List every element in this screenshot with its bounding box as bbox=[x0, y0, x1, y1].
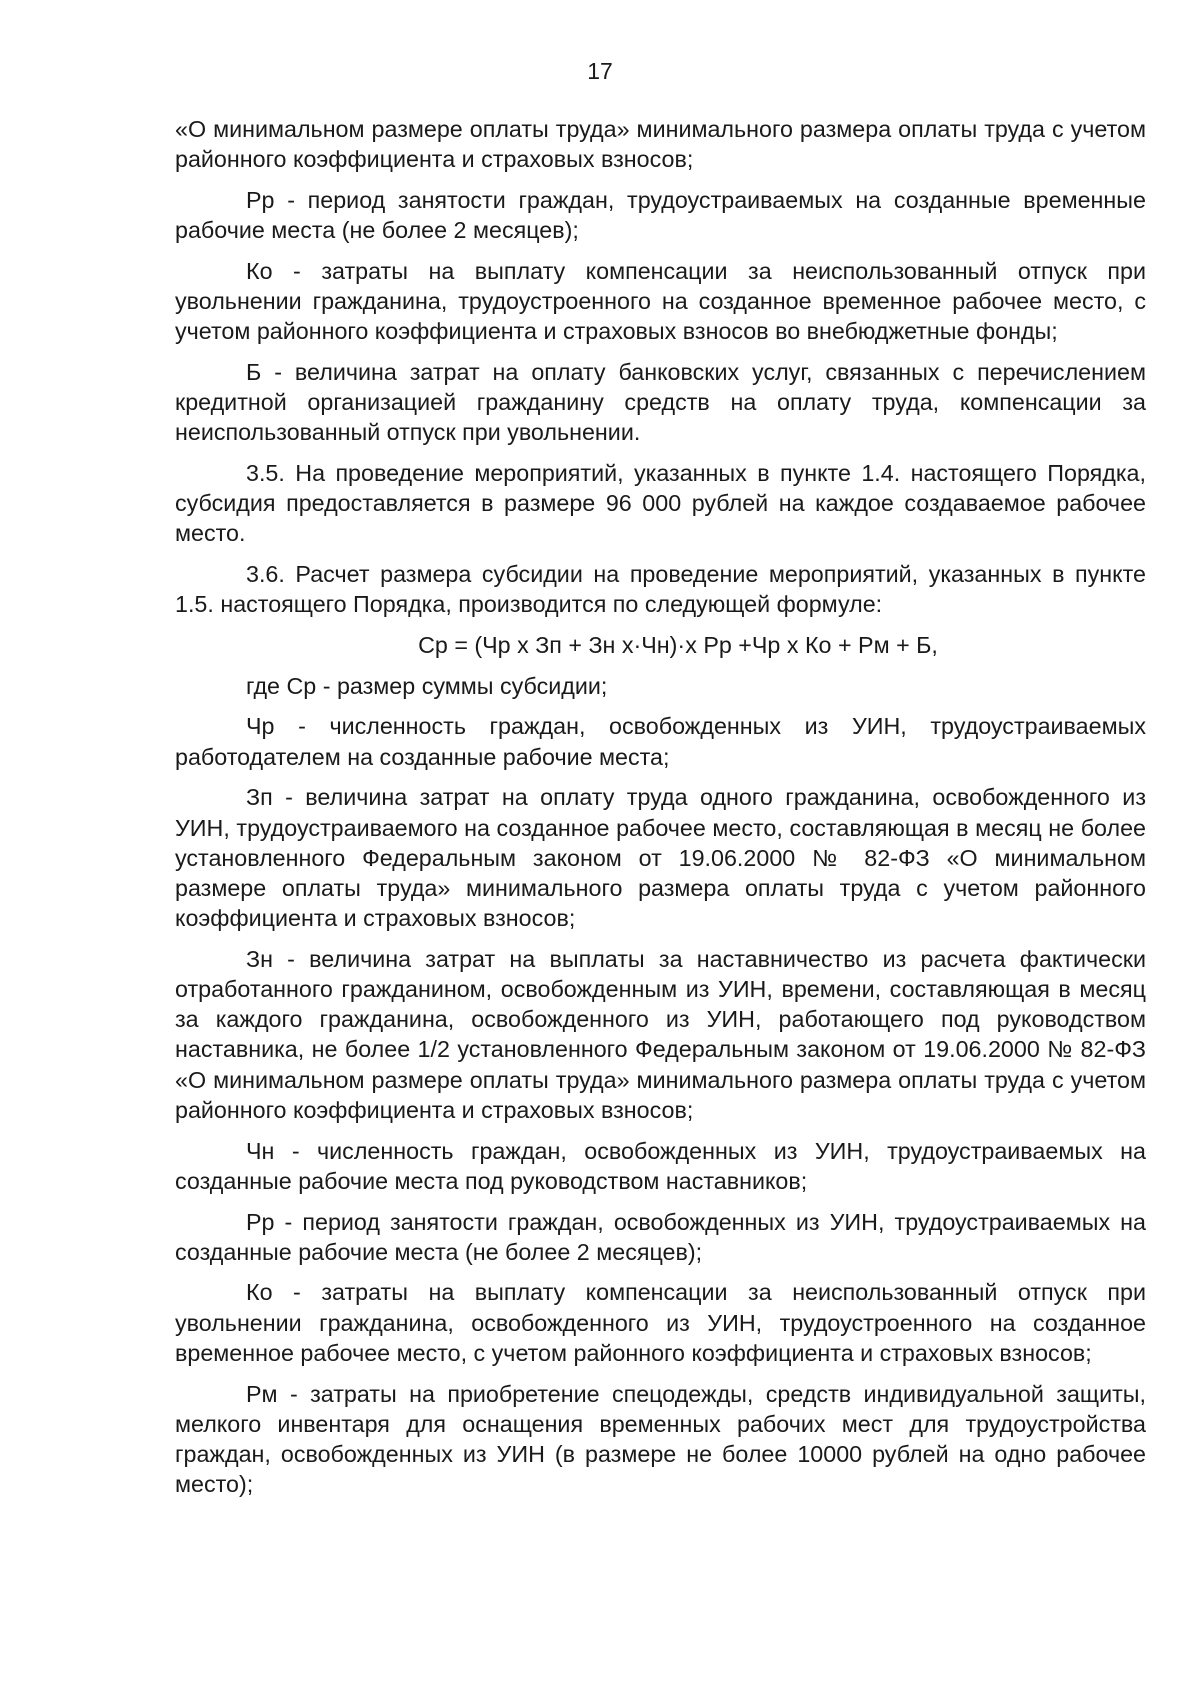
paragraph-definition-chn: Чн - численность граждан, освобожденных из УИН, трудоустраиваемых на созданные рабочие места под руководством наставников; bbox=[175, 1137, 1146, 1194]
paragraph-continuation: «О минимальном размере оплаты труда» минимального размера оплаты труда с учетом районного коэффициента и страховых взносов; bbox=[175, 116, 1146, 173]
paragraph-clause-3-6: 3.6. Расчет размера субсидии на проведение мероприятий, указанных в пункте 1.5. настоящего Порядка, производится по следующей формуле: bbox=[175, 561, 1146, 618]
paragraph-definition-rr: Рр - период занятости граждан, трудоустраиваемых на созданные временные рабочие места (не более 2 месяцев); bbox=[175, 186, 1146, 244]
document-body bbox=[175, 114, 1146, 1510]
paragraph-definition-b: Б - величина затрат на оплату банковских услуг, связанных с перечислением кредитной организацией гражданину средств на оплату труда, компенсации за неиспользованный отпуск при увольнении. bbox=[175, 358, 1146, 446]
paragraph-definition-rr-uin: Рр - период занятости граждан, освобожденных из УИН, трудоустраиваемых на созданные рабочие места (не более 2 месяцев); bbox=[175, 1208, 1146, 1265]
paragraph-definition-zn: Зн - величина затрат на выплаты за наставничество из расчета фактически отработанного гражданином, освобожденным из УИН, времени, составляющая в месяц за каждого гражданина, освобожденного из УИН, работающего под руководством наставника, не более 1/2 установленного Федеральным законом от 19.06.2000 № 82-ФЗ «О минимальном размере оплаты труда» минимального размера оплаты труда с учетом районного коэффициента и страховых взносов; bbox=[175, 945, 1146, 1123]
paragraph-definition-zp: Зп - величина затрат на оплату труда одного гражданина, освобожденного из УИН, трудоустраиваемого на созданное рабочее место, составляющая в месяц не более установленного Федеральным законом от 19.06.2000 № 82-ФЗ «О минимальном размере оплаты труда» минимального размера оплаты труда с учетом районного коэффициента и страховых взносов; bbox=[175, 784, 1146, 932]
paragraph-clause-3-5: 3.5. На проведение мероприятий, указанных в пункте 1.4. настоящего Порядка, субсидия предоставляется в размере 96 000 рублей на каждое создаваемое рабочее место. bbox=[175, 460, 1146, 547]
formula: Ср = (Чр х Зп + Зн х·Чн)·х Рр +Чр х Ко + Рм + Б, bbox=[418, 632, 938, 659]
paragraph-definition-chr: Чр - численность граждан, освобожденных из УИН, трудоустраиваемых работодателем на созданные рабочие места; bbox=[175, 713, 1146, 770]
paragraph-definition-ko: Ко - затраты на выплату компенсации за неиспользованный отпуск при увольнении гражданина, трудоустроенного на созданное временное рабочее место, с учетом районного коэффициента и страховых взносов во внебюджетные фонды; bbox=[175, 257, 1146, 345]
paragraph-definition-rm: Рм - затраты на приобретение спецодежды, средств индивидуальной защиты, мелкого инвентаря для оснащения временных рабочих мест для трудоустройства граждан, освобожденных из УИН (в размере не более 10000 рублей на одно рабочее место); bbox=[175, 1380, 1146, 1498]
page-number: 17 bbox=[587, 58, 613, 84]
paragraph-definition-sr: где Ср - размер суммы субсидии; bbox=[246, 672, 608, 699]
paragraph-definition-ko-uin: Ко - затраты на выплату компенсации за неиспользованный отпуск при увольнении гражданина, освобожденного из УИН, трудоустроенного на созданное временное рабочее место, с учетом районного коэффициента и страховых взносов; bbox=[175, 1279, 1146, 1366]
